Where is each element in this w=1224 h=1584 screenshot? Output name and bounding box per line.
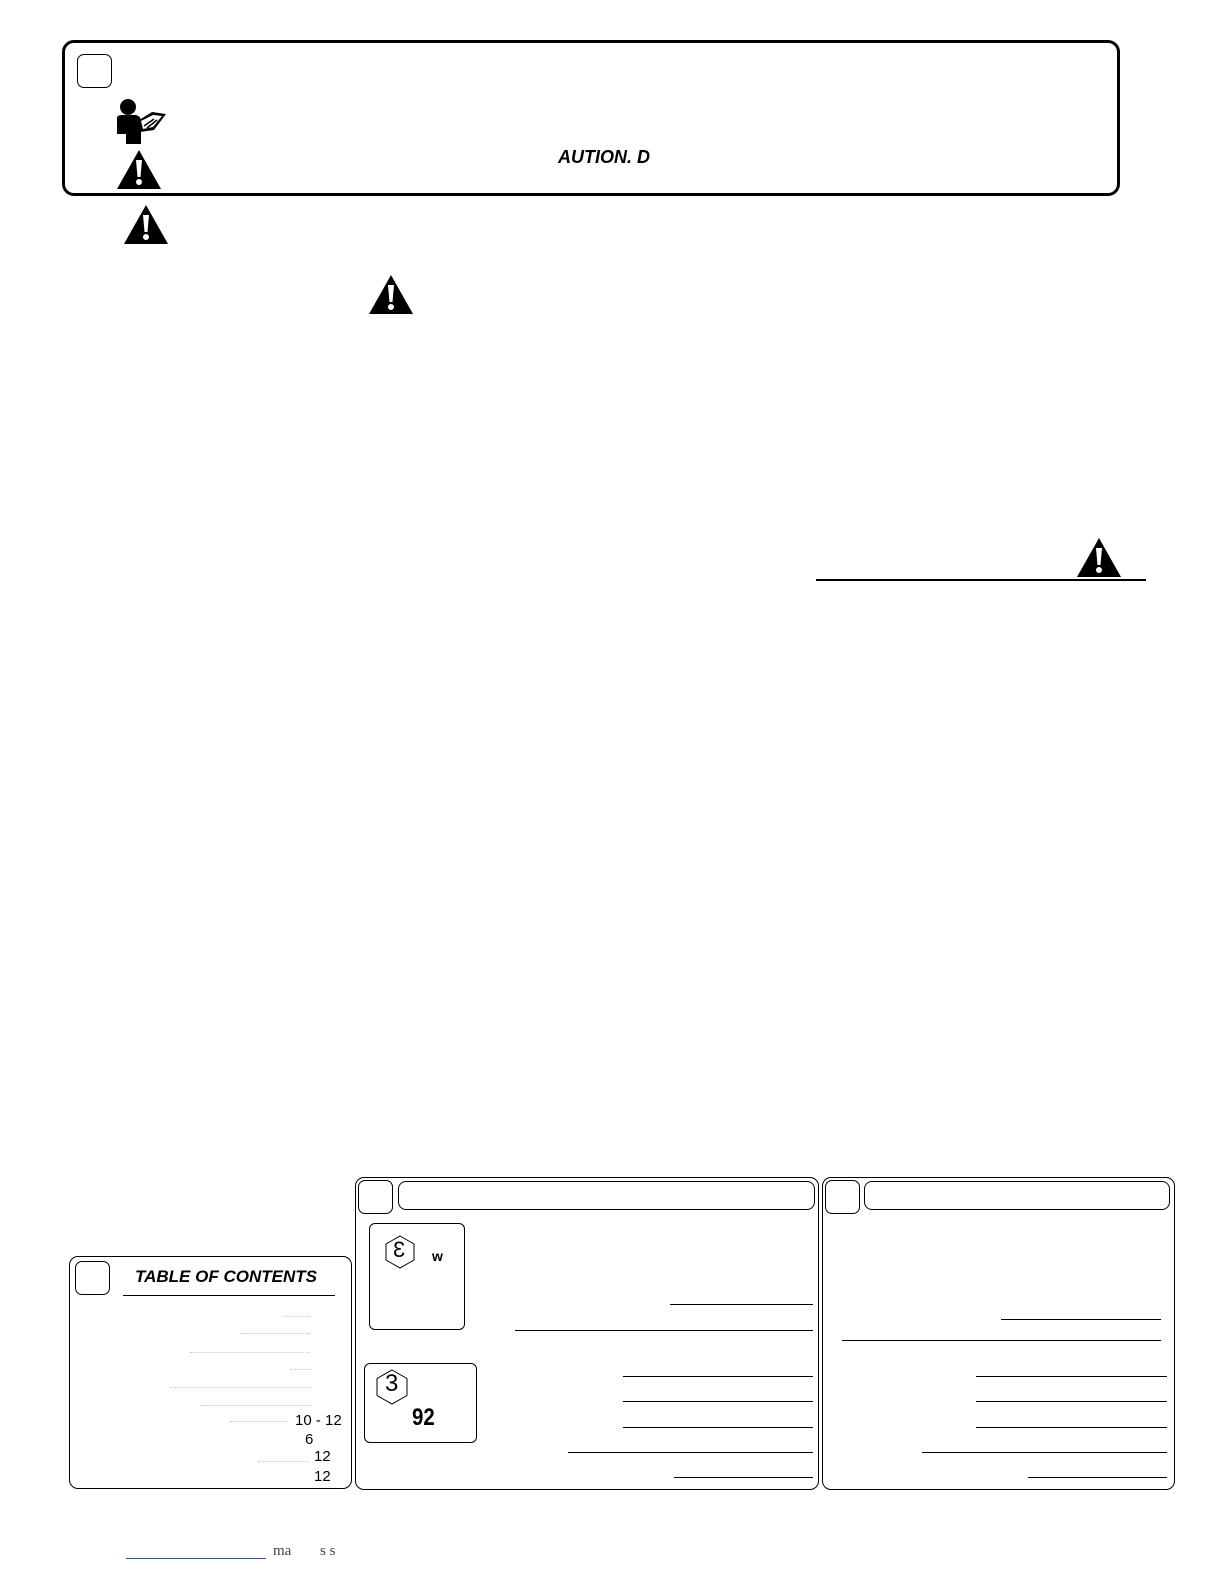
- toc-page-ref: 12: [314, 1448, 331, 1465]
- toc-leader-dots: [190, 1352, 310, 1353]
- toc-page-ref: 6: [305, 1431, 314, 1448]
- toc-leader-dots: [170, 1387, 312, 1388]
- record-line: [1028, 1477, 1167, 1478]
- section-marker-box: [825, 1180, 860, 1214]
- table-of-contents-panel: [69, 1256, 352, 1489]
- toc-leader-dots: [200, 1405, 312, 1406]
- record-line: [976, 1427, 1167, 1428]
- record-line: [1001, 1319, 1161, 1320]
- spec-line: [623, 1376, 813, 1377]
- read-manual-icon: [114, 98, 172, 146]
- toc-leader-dots: [285, 1316, 310, 1317]
- toc-title: TABLE OF CONTENTS: [135, 1267, 317, 1286]
- spec-line: [674, 1477, 813, 1478]
- section-marker-box: [77, 54, 112, 88]
- spec-line: [515, 1330, 813, 1331]
- product-record-panel: [822, 1177, 1175, 1490]
- spec-line: [670, 1304, 813, 1305]
- symbol-value: 92: [412, 1404, 435, 1431]
- footer-link-underline[interactable]: [126, 1558, 266, 1559]
- footer-text: s s: [320, 1543, 336, 1559]
- symbol-sub-label: w: [432, 1248, 443, 1264]
- hexagon-badge-glyph: 3: [385, 1370, 399, 1397]
- spec-line: [623, 1401, 813, 1402]
- section-marker-box: [358, 1180, 393, 1214]
- panel-header-bar: [398, 1181, 815, 1210]
- warning-triangle-icon: [116, 148, 162, 190]
- record-line: [842, 1340, 1161, 1341]
- record-line: [976, 1376, 1167, 1377]
- section-underline: [816, 579, 1146, 581]
- caution-text: AUTION. D: [558, 147, 650, 167]
- toc-leader-dots: [230, 1421, 288, 1422]
- record-line: [976, 1401, 1167, 1402]
- toc-leader-dots: [258, 1461, 308, 1462]
- toc-page-ref: 12: [314, 1468, 331, 1485]
- toc-leader-dots: [290, 1369, 312, 1370]
- record-line: [922, 1452, 1167, 1453]
- spec-line: [623, 1427, 813, 1428]
- warning-triangle-icon: [1076, 536, 1122, 578]
- panel-header-bar: [864, 1181, 1170, 1210]
- safety-warning-box: [62, 40, 1120, 196]
- toc-page-ref: 10 - 12: [295, 1412, 342, 1429]
- toc-title-underline: [123, 1295, 335, 1296]
- warning-triangle-icon: [368, 273, 414, 315]
- footer-text: ma: [273, 1543, 292, 1559]
- spec-line: [568, 1452, 813, 1453]
- section-marker-box: [75, 1261, 110, 1295]
- hexagon-badge-glyph: 3: [393, 1237, 406, 1262]
- warning-triangle-icon: [123, 203, 169, 245]
- toc-leader-dots: [240, 1333, 310, 1334]
